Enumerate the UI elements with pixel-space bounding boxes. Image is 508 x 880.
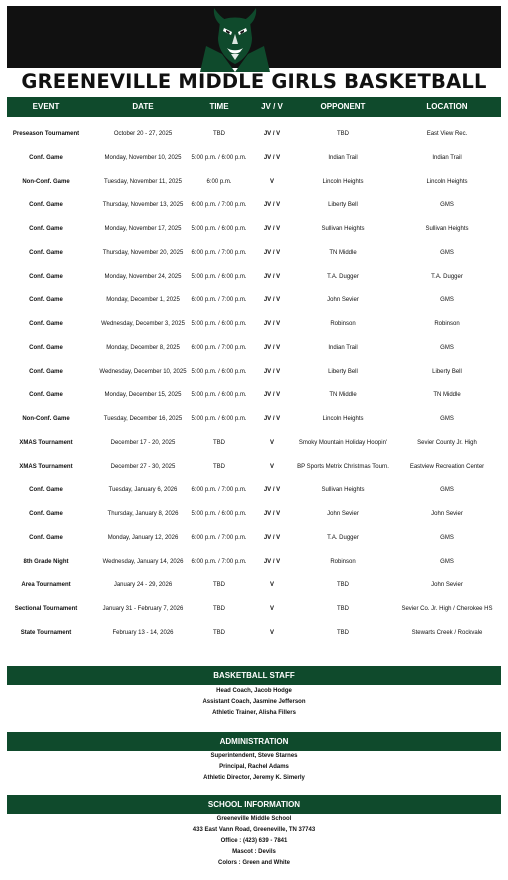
time-cell: TBD <box>213 582 225 589</box>
date-cell: Monday, November 24, 2025 <box>104 273 182 280</box>
table-row <box>7 289 501 313</box>
jv-v-cell: JV / V <box>263 392 281 399</box>
jv-v-cell: JV / V <box>263 273 281 280</box>
time-cell: 6:00 p.m. <box>206 178 232 185</box>
jv-v-cell: JV / V <box>263 534 281 541</box>
event-cell: Conf. Game <box>29 392 63 399</box>
date-cell: Thursday, January 8, 2026 <box>107 511 179 517</box>
event-cell: Conf. Game <box>29 273 63 280</box>
opponent-cell: Smoky Mountain Holiday Hoopin' <box>298 439 388 446</box>
opponent-cell: TBD <box>337 629 349 636</box>
time-cell: 6:00 p.m. / 7:00 p.m. <box>191 344 247 351</box>
table-row <box>7 361 501 385</box>
table-row <box>7 123 501 147</box>
jv-v-cell: V <box>269 582 274 589</box>
opponent-cell: BP Sports Metrix Christmas Tourn. <box>297 463 389 470</box>
opponent-cell: Lincoln Heights <box>322 416 364 422</box>
event-cell: State Tournament <box>20 629 72 636</box>
event-cell: Conf. Game <box>29 511 63 517</box>
jv-v-cell: JV / V <box>263 202 281 209</box>
date-cell: Tuesday, November 11, 2025 <box>104 178 182 185</box>
location-cell: TN Middle <box>433 392 461 399</box>
date-cell: January 24 - 29, 2026 <box>113 582 173 589</box>
time-cell: 5:00 p.m. / 6:00 p.m. <box>191 226 247 232</box>
table-row <box>7 622 501 646</box>
time-cell: 6:00 p.m. / 7:00 p.m. <box>191 487 247 494</box>
location-cell: East View Rec. <box>426 131 468 137</box>
location-cell: T.A. Dugger <box>431 273 463 280</box>
event-cell: Conf. Game <box>29 487 63 494</box>
jv-v-cell: JV / V <box>263 368 281 375</box>
school-info-line: Mascot : Devils <box>232 849 276 855</box>
date-cell: Thursday, November 13, 2025 <box>102 202 184 209</box>
time-cell: 5:00 p.m. / 6:00 p.m. <box>191 273 247 280</box>
administration-line: Superintendent, Steve Starnes <box>210 753 298 759</box>
date-cell: October 20 - 27, 2025 <box>113 131 173 137</box>
time-cell: 5:00 p.m. / 6:00 p.m. <box>191 321 247 327</box>
date-cell: February 13 - 14, 2026 <box>112 629 174 636</box>
table-row <box>7 408 501 432</box>
date-cell: Wednesday, December 10, 2025 <box>99 368 187 375</box>
table-row <box>7 194 501 218</box>
table-row <box>7 266 501 290</box>
time-cell: 5:00 p.m. / 6:00 p.m. <box>191 416 247 422</box>
schedule-header <box>7 97 501 117</box>
opponent-cell: TBD <box>337 582 349 589</box>
table-row <box>7 313 501 337</box>
time-cell: 6:00 p.m. / 7:00 p.m. <box>191 202 247 209</box>
table-row <box>7 479 501 503</box>
event-cell: Conf. Game <box>29 249 63 256</box>
table-row <box>7 432 501 456</box>
time-cell: 6:00 p.m. / 7:00 p.m. <box>191 558 247 565</box>
location-cell: Sullivan Heights <box>425 226 469 232</box>
school-info-line: Greeneville Middle School <box>216 816 292 822</box>
location-cell: GMS <box>440 558 454 565</box>
opponent-cell: Liberty Bell <box>328 368 358 375</box>
event-cell: Conf. Game <box>29 226 63 232</box>
time-cell: TBD <box>213 629 225 636</box>
date-cell: Thursday, November 20, 2025 <box>102 249 184 256</box>
date-cell: Monday, December 8, 2025 <box>106 344 180 351</box>
jv-v-cell: JV / V <box>263 416 281 422</box>
event-cell: Conf. Game <box>29 534 63 541</box>
staff-line: Athletic Trainer, Alisha Fillers <box>212 710 296 716</box>
opponent-cell: TBD <box>337 131 349 137</box>
school-info-line: 433 East Vann Road, Greeneville, TN 37743 <box>192 827 316 833</box>
opponent-cell: TBD <box>337 606 349 612</box>
time-cell: TBD <box>213 439 225 446</box>
jv-v-cell: V <box>269 629 274 636</box>
time-cell: 5:00 p.m. / 6:00 p.m. <box>191 368 247 375</box>
table-row <box>7 242 501 266</box>
schedule-table <box>7 123 501 646</box>
administration-line: Principal, Rachel Adams <box>219 764 289 770</box>
time-cell: 5:00 p.m. / 6:00 p.m. <box>191 392 247 399</box>
date-cell: Monday, December 15, 2025 <box>104 392 182 399</box>
school-info-heading: SCHOOL INFORMATION <box>7 795 501 814</box>
location-cell: Stewarts Creek / Rockvale <box>411 629 483 636</box>
location-cell: GMS <box>440 202 454 209</box>
jv-v-cell: JV / V <box>263 131 281 137</box>
time-cell: 6:00 p.m. / 7:00 p.m. <box>191 534 247 541</box>
school-info-line: Office : (423) 639 - 7841 <box>220 838 288 844</box>
date-cell: Wednesday, December 3, 2025 <box>101 321 185 327</box>
staff-line: Head Coach, Jacob Hodge <box>216 688 292 694</box>
date-cell: January 31 - February 7, 2026 <box>102 606 184 612</box>
opponent-cell: T.A. Dugger <box>327 534 359 541</box>
time-cell: 5:00 p.m. / 6:00 p.m. <box>191 154 247 161</box>
table-row <box>7 598 501 622</box>
time-cell: 6:00 p.m. / 7:00 p.m. <box>191 297 247 304</box>
event-cell: Preseason Tournament <box>12 131 80 137</box>
date-cell: Wednesday, January 14, 2026 <box>102 558 184 565</box>
administration-heading: ADMINISTRATION <box>7 732 501 751</box>
jv-v-cell: JV / V <box>263 487 281 494</box>
location-cell: John Sevier <box>431 511 463 517</box>
staff-line: Assistant Coach, Jasmine Jefferson <box>202 699 306 705</box>
opponent-cell: John Sevier <box>327 297 359 304</box>
opponent-cell: Liberty Bell <box>328 202 358 209</box>
event-cell: Sectional Tournament <box>14 606 78 612</box>
event-cell: Conf. Game <box>29 368 63 375</box>
staff-heading: BASKETBALL STAFF <box>7 666 501 685</box>
location-cell: John Sevier <box>431 582 463 589</box>
table-row <box>7 218 501 242</box>
location-cell: Sevier County Jr. High <box>417 439 477 446</box>
table-row <box>7 147 501 171</box>
table-row <box>7 337 501 361</box>
location-cell: Indian Trail <box>432 154 462 161</box>
jv-v-cell: JV / V <box>263 249 281 256</box>
jv-v-cell: JV / V <box>263 344 281 351</box>
table-row <box>7 551 501 575</box>
table-row <box>7 503 501 527</box>
location-cell: GMS <box>440 249 454 256</box>
jv-v-cell: JV / V <box>263 226 281 232</box>
location-cell: GMS <box>440 534 454 541</box>
opponent-cell: Sullivan Heights <box>321 487 365 494</box>
location-cell: Sevier Co. Jr. High / Cherokee HS <box>401 606 493 612</box>
opponent-cell: Sullivan Heights <box>321 226 365 232</box>
date-cell: December 27 - 30, 2025 <box>110 463 176 470</box>
jv-v-cell: V <box>269 463 274 470</box>
location-cell: Liberty Bell <box>432 368 462 375</box>
event-cell: Conf. Game <box>29 154 63 161</box>
location-cell: GMS <box>440 416 454 422</box>
table-row <box>7 574 501 598</box>
table-row <box>7 171 501 195</box>
location-cell: GMS <box>440 344 454 351</box>
date-cell: Monday, November 17, 2025 <box>104 226 182 232</box>
opponent-cell: T.A. Dugger <box>327 273 359 280</box>
jv-v-cell: JV / V <box>263 511 281 517</box>
event-cell: 8th Grade Night <box>23 558 69 565</box>
opponent-cell: Indian Trail <box>328 154 358 161</box>
page-title: GREENEVILLE MIDDLE GIRLS BASKETBALL <box>21 70 487 93</box>
column-header-time: TIME <box>209 102 229 111</box>
event-cell: Non-Conf. Game <box>22 416 70 422</box>
opponent-cell: Robinson <box>330 321 356 327</box>
jv-v-cell: V <box>269 606 274 612</box>
location-cell: Eastview Recreation Center <box>409 463 485 470</box>
event-cell: Conf. Game <box>29 297 63 304</box>
table-row <box>7 456 501 480</box>
column-header-date: DATE <box>132 102 154 111</box>
date-cell: Tuesday, January 6, 2026 <box>108 487 178 494</box>
column-header-location: LOCATION <box>426 102 468 111</box>
administration-line: Athletic Director, Jeremy K. Simerly <box>203 775 305 781</box>
opponent-cell: Lincoln Heights <box>322 178 364 185</box>
opponent-cell: TN Middle <box>329 392 357 399</box>
date-cell: December 17 - 20, 2025 <box>110 439 176 446</box>
event-cell: XMAS Tournament <box>19 439 73 446</box>
opponent-cell: Robinson <box>330 558 356 565</box>
opponent-cell: Indian Trail <box>328 344 358 351</box>
column-header-event: EVENT <box>32 102 60 111</box>
devil-mascot-icon <box>200 4 270 72</box>
time-cell: 5:00 p.m. / 6:00 p.m. <box>191 511 247 517</box>
jv-v-cell: V <box>269 178 274 185</box>
column-header-opponent: OPPONENT <box>320 102 366 111</box>
event-cell: XMAS Tournament <box>19 463 73 470</box>
event-cell: Area Tournament <box>21 582 71 589</box>
opponent-cell: John Sevier <box>327 511 359 517</box>
event-cell: Conf. Game <box>29 321 63 327</box>
location-cell: Robinson <box>434 321 460 327</box>
jv-v-cell: V <box>269 439 274 446</box>
jv-v-cell: JV / V <box>263 321 281 327</box>
date-cell: Monday, December 1, 2025 <box>106 297 180 304</box>
date-cell: Monday, November 10, 2025 <box>104 154 182 161</box>
location-cell: GMS <box>440 487 454 494</box>
school-info-line: Colors : Green and White <box>217 860 290 866</box>
jv-v-cell: JV / V <box>263 297 281 304</box>
jv-v-cell: JV / V <box>263 154 281 161</box>
school-info-list <box>7 814 501 869</box>
date-cell: Tuesday, December 16, 2025 <box>103 416 183 422</box>
jv-v-cell: JV / V <box>263 558 281 565</box>
staff-list <box>7 686 501 719</box>
location-cell: GMS <box>440 297 454 304</box>
time-cell: TBD <box>213 463 225 470</box>
date-cell: Monday, January 12, 2026 <box>107 534 179 541</box>
event-cell: Conf. Game <box>29 202 63 209</box>
location-cell: Lincoln Heights <box>426 178 468 185</box>
table-row <box>7 384 501 408</box>
event-cell: Conf. Game <box>29 344 63 351</box>
table-row <box>7 527 501 551</box>
opponent-cell: TN Middle <box>329 249 357 256</box>
time-cell: TBD <box>213 606 225 612</box>
time-cell: 6:00 p.m. / 7:00 p.m. <box>191 249 247 256</box>
administration-list <box>7 751 501 784</box>
event-cell: Non-Conf. Game <box>22 178 70 185</box>
time-cell: TBD <box>213 131 225 137</box>
column-header-jv-v: JV / V <box>261 102 283 111</box>
